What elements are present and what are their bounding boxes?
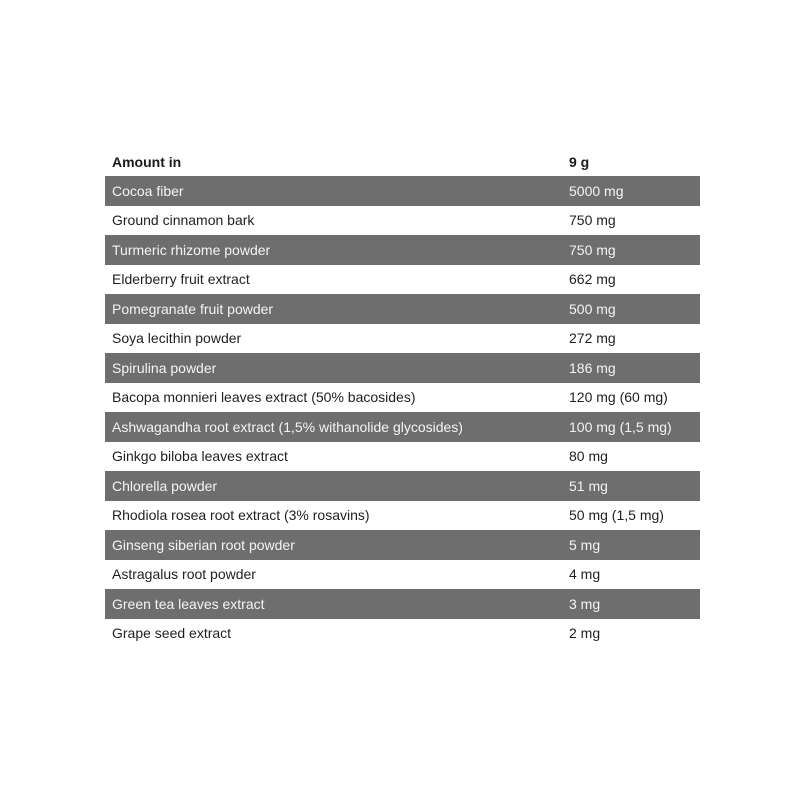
table-row (105, 619, 700, 649)
ingredient-name: Grape seed extract (112, 625, 232, 642)
ingredient-name: Spirulina powder (112, 359, 217, 376)
table-row (105, 530, 700, 560)
ingredient-amount: 750 mg (569, 241, 616, 258)
ingredient-amount: 100 mg (1,5 mg) (569, 418, 672, 435)
table-row (105, 412, 700, 442)
ingredient-name: Soya lecithin powder (112, 330, 242, 347)
table-row (105, 176, 700, 206)
ingredient-name: Ashwagandha root extract (1,5% withanolide glycosides) (112, 418, 463, 435)
ingredients-table (105, 147, 700, 648)
ingredient-amount: 500 mg (569, 300, 616, 317)
ingredient-name: Rhodiola rosea root extract (3% rosavins) (112, 507, 370, 524)
ingredient-amount: 120 mg (60 mg) (569, 389, 668, 406)
ingredient-name: Pomegranate fruit powder (112, 300, 274, 317)
ingredient-amount: 750 mg (569, 212, 616, 229)
ingredient-name: Green tea leaves extract (112, 595, 265, 612)
table-row (105, 589, 700, 619)
header-amount: 9 g (569, 153, 590, 170)
ingredient-name: Ginkgo biloba leaves extract (112, 448, 288, 465)
ingredient-name: Ground cinnamon bark (112, 212, 255, 229)
ingredient-amount: 5000 mg (569, 182, 624, 199)
table-row (105, 324, 700, 354)
table-row (105, 235, 700, 265)
header-name: Amount in (112, 153, 182, 170)
ingredient-amount: 51 mg (569, 477, 608, 494)
table-row (105, 294, 700, 324)
ingredient-name: Cocoa fiber (112, 182, 184, 199)
table-row (105, 501, 700, 531)
ingredient-name: Ginseng siberian root powder (112, 536, 295, 553)
table-row (105, 560, 700, 590)
table-row (105, 442, 700, 472)
ingredient-name: Bacopa monnieri leaves extract (50% bacosides) (112, 389, 416, 406)
ingredient-amount: 272 mg (569, 330, 616, 347)
ingredient-amount: 2 mg (569, 625, 601, 642)
ingredient-name: Astragalus root powder (112, 566, 256, 583)
ingredient-amount: 4 mg (569, 566, 601, 583)
ingredient-amount: 186 mg (569, 359, 616, 376)
table-row (105, 265, 700, 295)
ingredient-name: Chlorella powder (112, 477, 218, 494)
table-row (105, 353, 700, 383)
table-row (105, 206, 700, 236)
table-header (105, 147, 700, 176)
ingredient-amount: 5 mg (569, 536, 601, 553)
ingredient-amount: 662 mg (569, 271, 616, 288)
ingredient-amount: 3 mg (569, 595, 601, 612)
table-row (105, 383, 700, 413)
ingredient-name: Elderberry fruit extract (112, 271, 250, 288)
ingredient-amount: 80 mg (569, 448, 608, 465)
ingredient-amount: 50 mg (1,5 mg) (569, 507, 664, 524)
ingredient-name: Turmeric rhizome powder (112, 241, 271, 258)
table-row (105, 471, 700, 501)
